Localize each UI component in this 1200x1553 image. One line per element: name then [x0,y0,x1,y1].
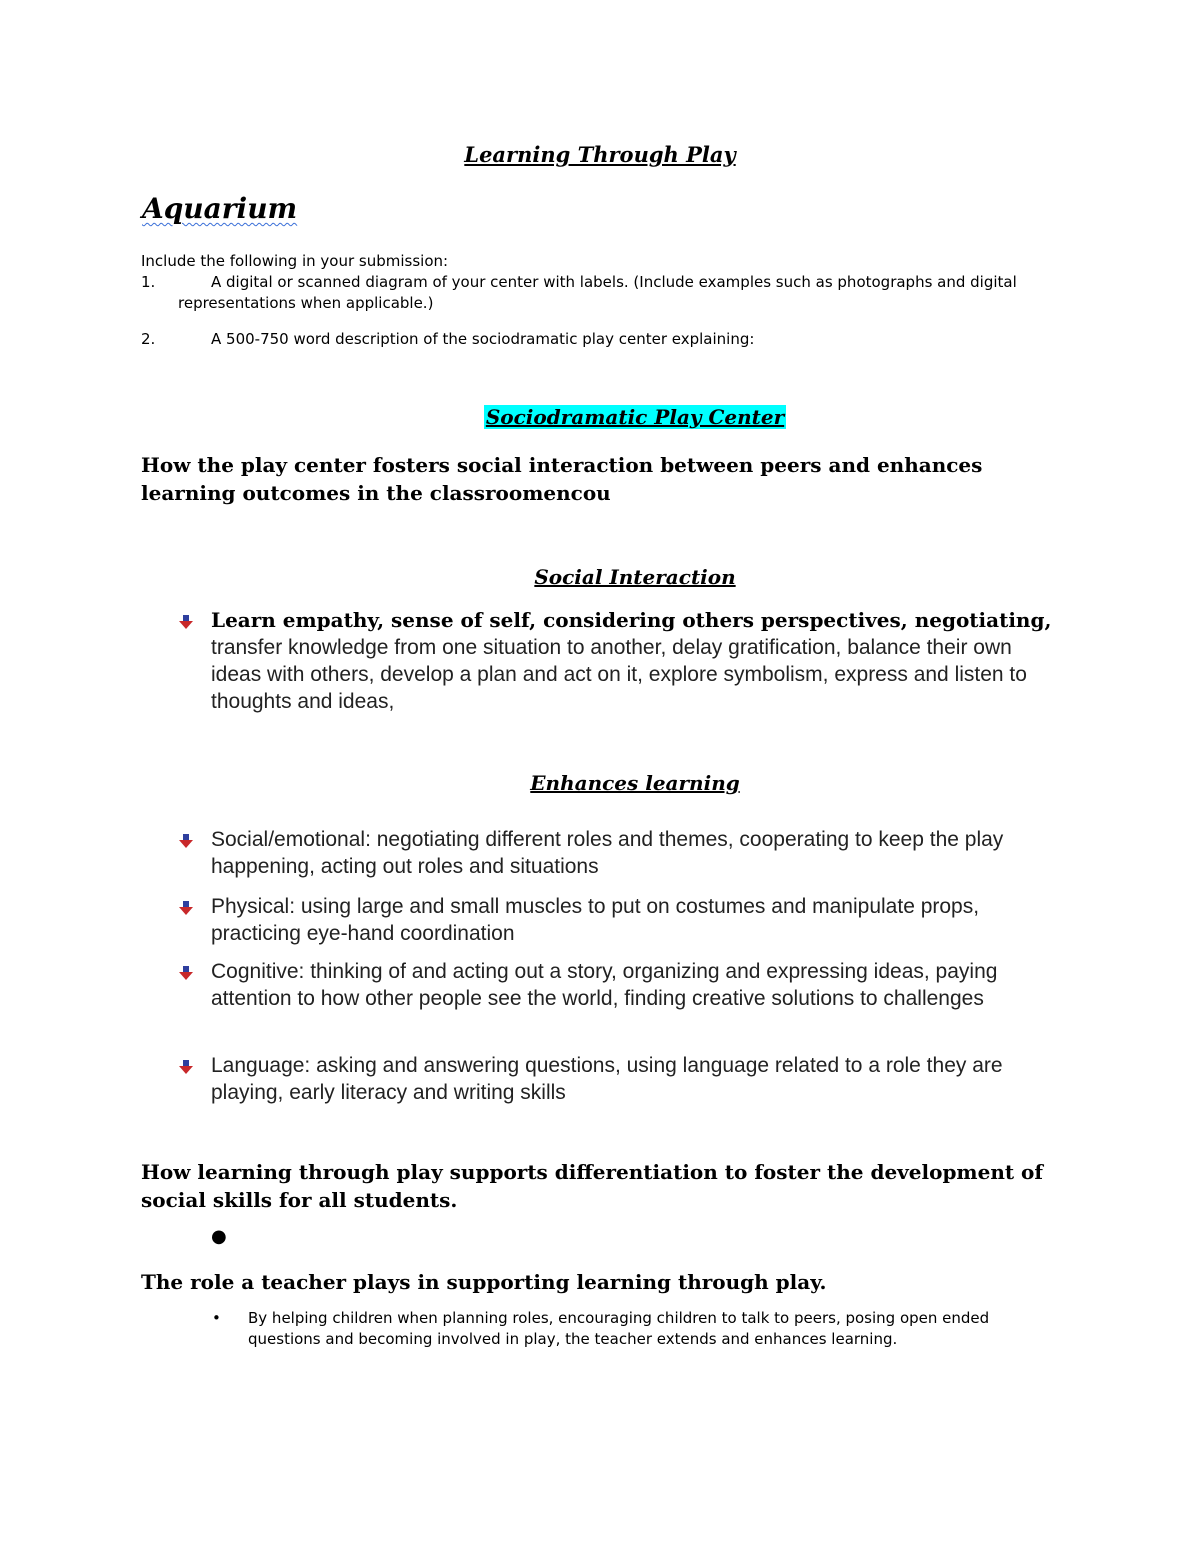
social-interaction-item [0,607,1200,717]
social-bold-lead: Learn empathy, sense of self, considering others perspectives, negotiating, [211,608,1052,632]
requirement-number: 1. [141,273,156,291]
list-item [0,958,1200,1052]
list-item [0,893,1200,958]
enhances-learning-list [0,826,1200,1112]
arrow-bullet-icon [178,901,194,915]
list-item [0,826,1200,893]
list-item [0,1052,1200,1112]
arrow-bullet-icon [178,1060,194,1074]
question-differentiation: How learning through play supports differentiation to foster the development of social skills for all students. [141,1160,1044,1212]
arrow-bullet-icon [178,615,194,629]
requirement-text-continued: representations when applicable.) [178,294,434,312]
center-heading-text: Sociodramatic Play Center [485,405,785,429]
question-social-interaction: How the play center fosters social interaction between peers and enhances learning outcomes in the classroomencou [141,453,983,505]
document-title: Learning Through Play [464,142,736,167]
list-item-text: Language: asking and answering questions, using language related to a role they are playing, early literacy and writing skills [211,1054,1003,1104]
aquarium-heading: Aquarium [142,192,298,225]
empty-bullet-icon: ● [211,1226,227,1247]
arrow-bullet-icon [178,966,194,980]
requirement-number: 2. [141,330,156,348]
list-item-text: Social/emotional: negotiating different roles and themes, cooperating to keep the play happening, acting out roles and situations [211,828,1004,878]
list-item-text: Cognitive: thinking of and acting out a story, organizing and expressing ideas, paying attention to how other people see the world, finding creative solutions to challenges [211,960,998,1010]
intro-line: Include the following in your submission: [141,252,449,270]
arrow-bullet-icon [178,834,194,848]
enhances-learning-heading: Enhances learning [530,771,740,795]
social-detail: transfer knowledge from one situation to another, delay gratification, balance their own ideas with others, develop a plan and act on it, explore symbolism, express and listen to thoughts and ideas, [211,636,1027,713]
teacher-role-text: By helping children when planning roles, encouraging children to talk to peers, posing open ended questions and becoming involved in play, the teacher extends and enhances learning. [248,1309,990,1348]
list-item-text: Physical: using large and small muscles to put on costumes and manipulate props, practicing eye-hand coordination [211,895,980,945]
requirement-item [141,272,1081,314]
requirements-block [141,251,1081,350]
bullet-dot-icon: • [212,1309,221,1327]
question-teacher-role: The role a teacher plays in supporting learning through play. [141,1270,827,1294]
requirement-text: A 500-750 word description of the sociodramatic play center explaining: [211,330,755,348]
requirement-item [141,329,1081,350]
requirement-text: A digital or scanned diagram of your center with labels. (Include examples such as photographs and digital [211,273,1017,291]
social-interaction-text [211,607,1071,715]
social-interaction-heading: Social Interaction [534,565,736,589]
center-heading [0,405,1200,429]
